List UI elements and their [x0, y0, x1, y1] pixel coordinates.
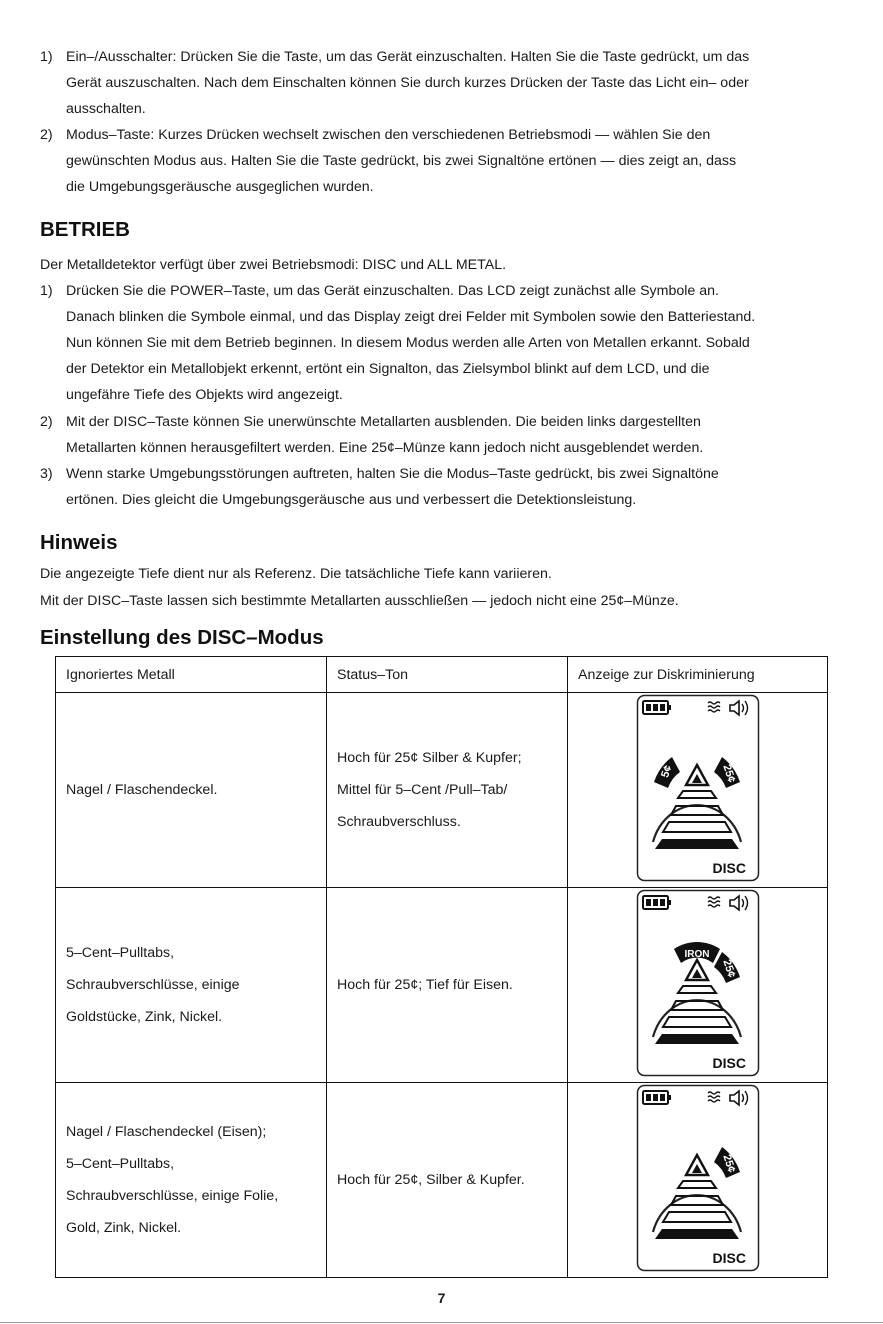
- column-header: Status–Ton: [327, 657, 568, 693]
- status-tone-cell: Hoch für 25¢ Silber & Kupfer; Mittel für 5–Cent /Pull–Tab/ Schraubverschluss.: [327, 693, 568, 888]
- disc-table: [55, 656, 828, 1278]
- table-row: [56, 1083, 828, 1278]
- right-segment-label: 25¢: [719, 958, 737, 980]
- status-tone-cell: Hoch für 25¢, Silber & Kupfer.: [327, 1083, 568, 1278]
- list-number: 2): [40, 127, 53, 143]
- text-line: Die angezeigte Tiefe dient nur als Referenz. Die tatsächliche Tiefe kann variieren.: [40, 566, 552, 582]
- ignored-metal-cell: 5–Cent–Pulltabs, Schraubverschlüsse, einige Goldstücke, Zink, Nickel.: [56, 888, 327, 1083]
- display-cell: [568, 1083, 828, 1278]
- left-segment-label: 5¢: [658, 763, 674, 780]
- text-line: Mit der DISC–Taste lassen sich bestimmte Metallarten ausschließen — jedoch nicht eine 25¢–Münze.: [40, 593, 679, 609]
- column-header: Ignoriertes Metall: [56, 657, 327, 693]
- text-line: gewünschten Modus aus. Halten Sie die Taste gedrückt, bis zwei Signaltöne ertönen — dies zeigt an, dass: [66, 153, 737, 169]
- right-segment-label: 25¢: [719, 763, 737, 785]
- table-row: [56, 888, 828, 1083]
- display-cell: [568, 888, 828, 1083]
- text-line: der Detektor ein Metallobjekt erkennt, ertönt ein Signalton, das Zielsymbol blinkt auf dem LCD, und die: [66, 361, 710, 377]
- battery-icon: [643, 1091, 671, 1104]
- table-row: [56, 693, 828, 888]
- status-tone-cell: Hoch für 25¢; Tief für Eisen.: [327, 888, 568, 1083]
- mode-label: DISC: [712, 1250, 746, 1266]
- section-heading-hinweis: Hinweis: [40, 531, 118, 554]
- top-segment-label: IRON: [684, 949, 709, 960]
- lcd-display-disc-2: [636, 889, 760, 1077]
- table-header-row: [56, 657, 828, 693]
- mode-label: DISC: [712, 860, 746, 876]
- list-number: 3): [40, 466, 53, 482]
- text-line: Ein–/Ausschalter: Drücken Sie die Taste, um das Gerät einzuschalten. Halten Sie die Taste gedrückt, um das: [66, 49, 750, 65]
- text-line: Modus–Taste: Kurzes Drücken wechselt zwischen den verschiedenen Betriebsmodi — wählen Sie den: [66, 127, 711, 143]
- battery-icon: [643, 701, 671, 714]
- ignored-metal-cell: Nagel / Flaschendeckel.: [56, 693, 327, 888]
- mode-label: DISC: [712, 1055, 746, 1071]
- right-segment-label: 25¢: [719, 1153, 737, 1175]
- text-line: die Umgebungsgeräusche ausgeglichen wurden.: [66, 179, 374, 195]
- battery-icon: [643, 896, 671, 909]
- section-heading-betrieb: BETRIEB: [40, 218, 130, 241]
- text-line: Drücken Sie die POWER–Taste, um das Gerät einzuschalten. Das LCD zeigt zunächst alle Symbole an.: [66, 283, 719, 299]
- list-number: 1): [40, 49, 53, 65]
- ignored-metal-cell: Nagel / Flaschendeckel (Eisen); 5–Cent–Pulltabs, Schraubverschlüsse, einige Folie, Gold, Zink, Nickel.: [56, 1083, 327, 1278]
- text-line: Nun können Sie mit dem Betrieb beginnen. In diesem Modus werden alle Arten von Metallen erkannt. Sobald: [66, 335, 750, 351]
- page-divider: [0, 1322, 883, 1323]
- list-number: 1): [40, 283, 53, 299]
- text-line: Gerät auszuschalten. Nach dem Einschalten können Sie durch kurzes Drücken der Taste das Licht ein– oder: [66, 75, 749, 91]
- text-line: Wenn starke Umgebungsstörungen auftreten, halten Sie die Modus–Taste gedrückt, bis zwei Signaltöne: [66, 466, 719, 482]
- lcd-display-disc-3: [636, 1084, 760, 1272]
- display-cell: [568, 693, 828, 888]
- betrieb-intro: Der Metalldetektor verfügt über zwei Betriebsmodi: DISC und ALL METAL.: [40, 257, 507, 273]
- list-number: 2): [40, 414, 53, 430]
- column-header: Anzeige zur Diskriminierung: [568, 657, 828, 693]
- text-line: ausschalten.: [66, 101, 146, 117]
- section-heading-disc: Einstellung des DISC–Modus: [40, 626, 324, 649]
- lcd-display-disc-1: [636, 694, 760, 882]
- page-number: 7: [437, 1290, 446, 1306]
- text-line: ungefähre Tiefe des Objekts wird angezeigt.: [66, 387, 343, 403]
- text-line: Mit der DISC–Taste können Sie unerwünschte Metallarten ausblenden. Die beiden links dargestellten: [66, 414, 701, 430]
- text-line: ertönen. Dies gleicht die Umgebungsgeräusche aus und verbessert die Detektionsleistung.: [66, 492, 637, 508]
- text-line: Metallarten können herausgefiltert werden. Eine 25¢–Münze kann jedoch nicht ausgeblendet werden.: [66, 440, 704, 456]
- text-line: Danach blinken die Symbole einmal, und das Display zeigt drei Felder mit Symbolen sowie den Batteriestand.: [66, 309, 756, 325]
